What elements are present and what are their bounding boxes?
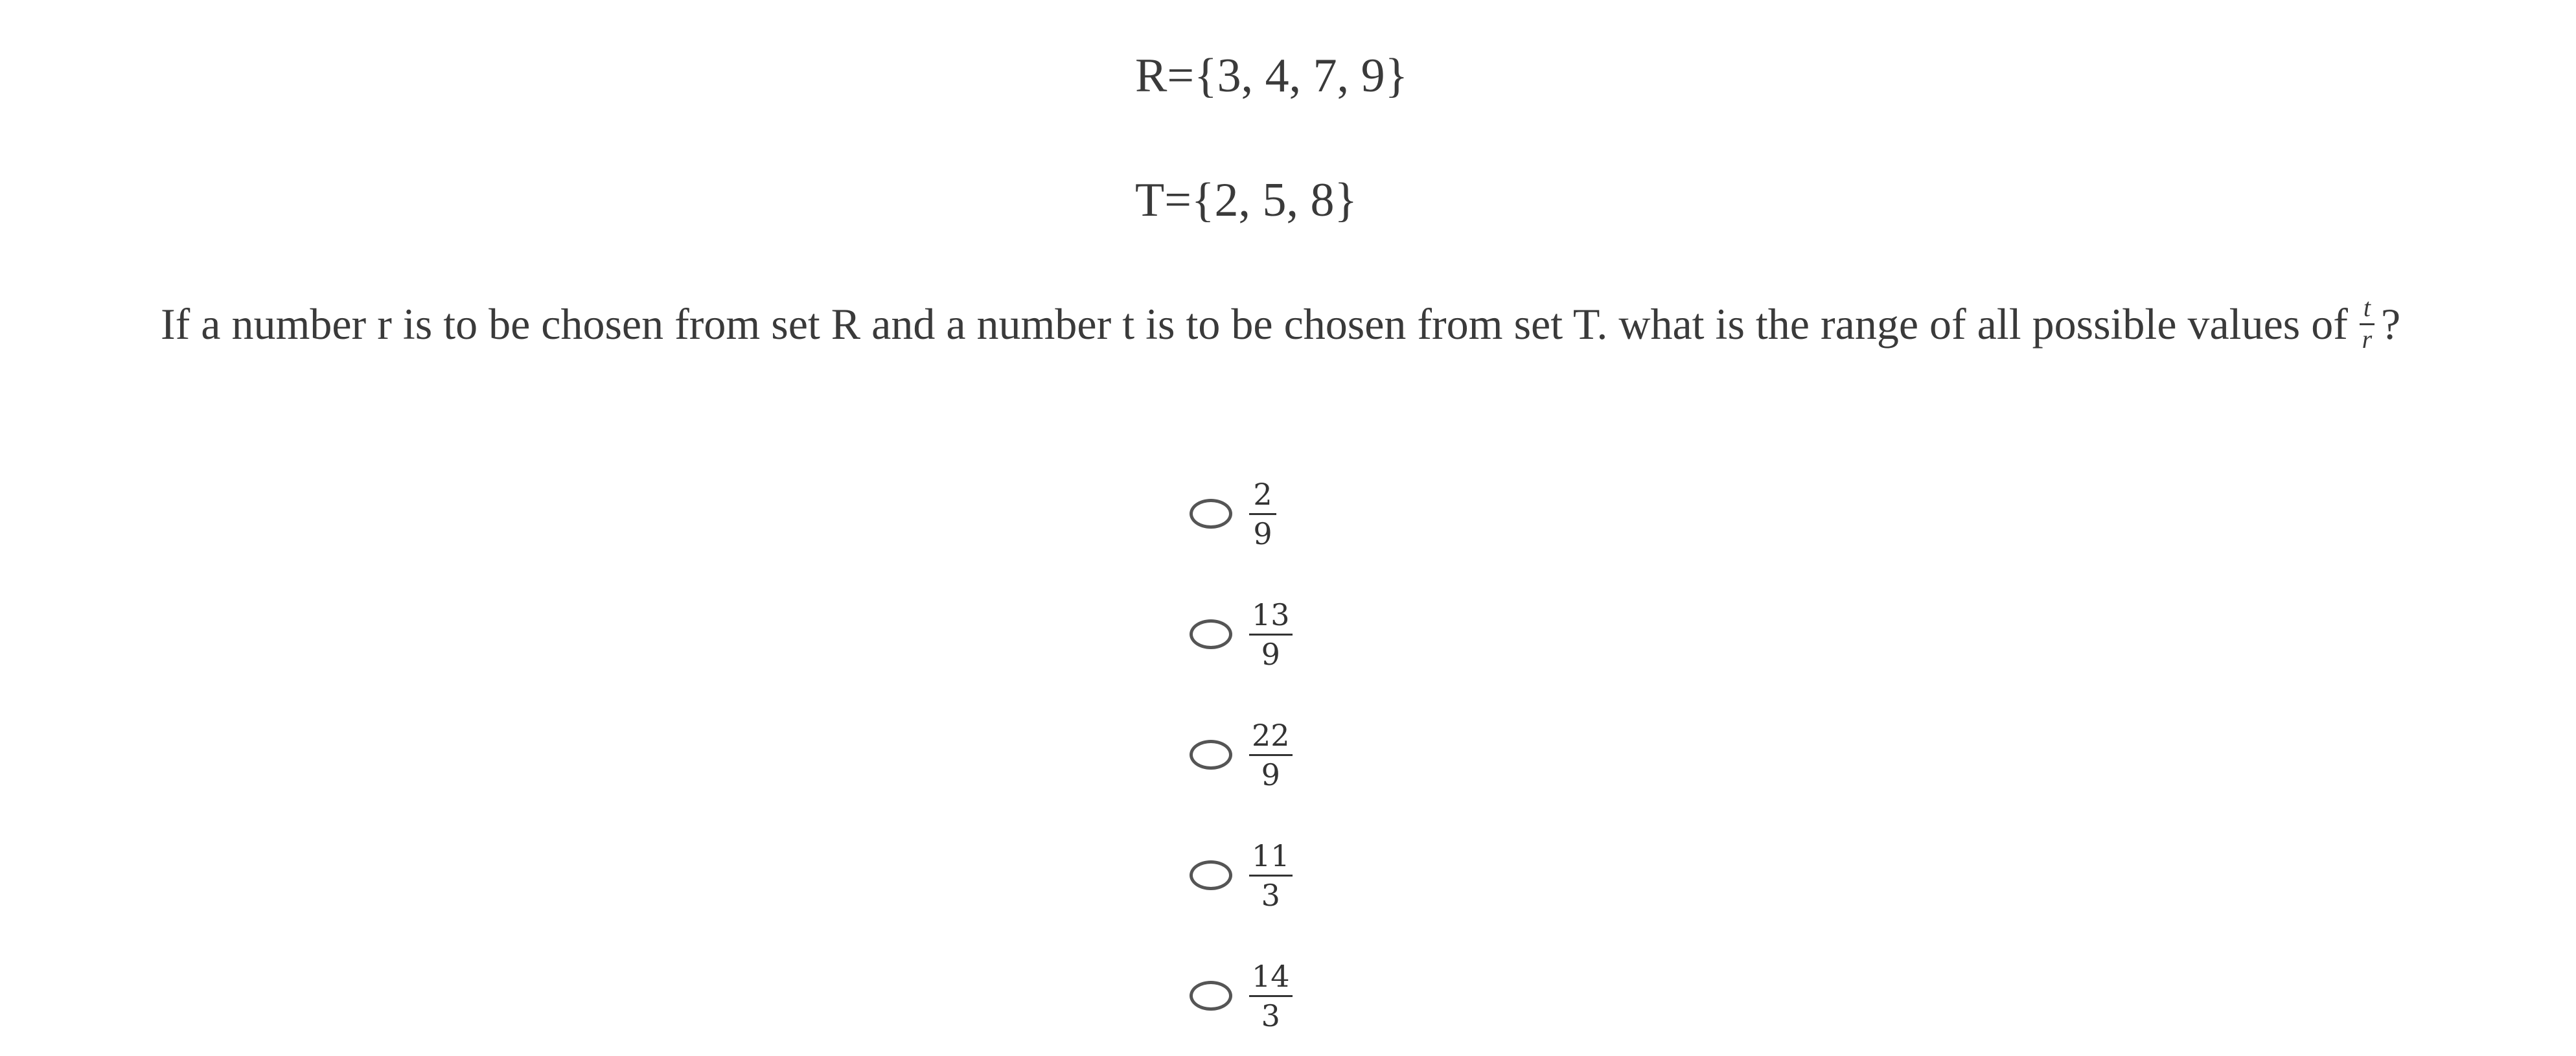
set-t-definition: T={2, 5, 8}	[1135, 174, 1357, 227]
option-fraction	[1249, 476, 1276, 551]
option-numerator: 14	[1249, 961, 1293, 997]
option-fraction	[1249, 717, 1293, 792]
answer-options	[1190, 453, 1293, 1056]
option-denominator: 9	[1261, 757, 1280, 792]
option-numerator: 13	[1249, 600, 1293, 636]
answer-option-c[interactable]	[1190, 694, 1293, 815]
answer-option-a[interactable]	[1190, 453, 1293, 574]
radio-button[interactable]	[1190, 981, 1232, 1011]
radio-button[interactable]	[1190, 499, 1232, 529]
option-fraction	[1249, 958, 1293, 1033]
fraction-denominator: r	[2362, 325, 2373, 354]
question-text	[161, 295, 2400, 352]
radio-button[interactable]	[1190, 619, 1232, 649]
answer-option-e[interactable]	[1190, 935, 1293, 1056]
answer-option-d[interactable]	[1190, 815, 1293, 935]
option-numerator: 22	[1249, 720, 1293, 756]
set-r-definition: R={3, 4, 7, 9}	[1135, 49, 1409, 102]
option-numerator: 2	[1249, 479, 1276, 515]
option-denominator: 9	[1261, 636, 1280, 672]
question-body: If a number r is to be chosen from set R and a number t is to be chosen from set T. what is the range of all possible values of	[161, 299, 2348, 349]
fraction-numerator: t	[2360, 295, 2375, 325]
t-over-r-fraction	[2360, 295, 2375, 352]
question-mark: ?	[2381, 299, 2401, 349]
option-denominator: 3	[1261, 877, 1280, 913]
option-fraction	[1249, 838, 1293, 913]
option-denominator: 9	[1253, 516, 1272, 551]
option-fraction	[1249, 597, 1293, 672]
answer-option-b[interactable]	[1190, 574, 1293, 694]
option-denominator: 3	[1261, 998, 1280, 1033]
option-numerator: 11	[1249, 841, 1293, 877]
radio-button[interactable]	[1190, 740, 1232, 770]
radio-button[interactable]	[1190, 860, 1232, 890]
